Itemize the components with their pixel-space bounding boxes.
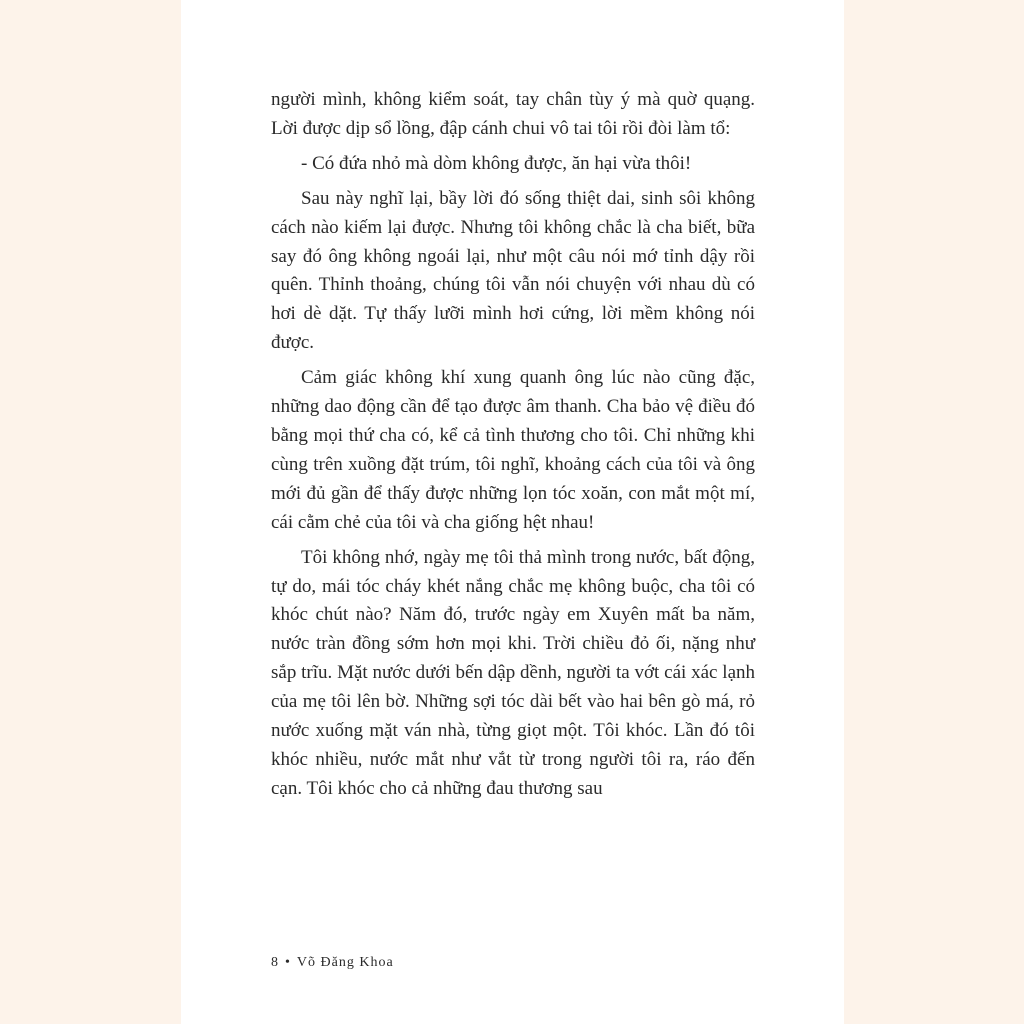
paragraph: Cảm giác không khí xung quanh ông lúc nào cũng đặc, những dao động cần để tạo được âm thanh. Cha bảo vệ điều đó bằng mọi thứ cha có, kể cả tình thương cho tôi. Chỉ những khi cùng trên xuồng đặt trúm, tôi nghĩ, khoảng cách của tôi và ông mới đủ gần để thấy được những lọn tóc xoăn, con mắt một mí, cái cằm chẻ của tôi và cha giống hệt nhau! <box>271 367 755 533</box>
paragraph: người mình, không kiểm soát, tay chân tùy ý mà quờ quạng. Lời được dịp sổ lồng, đập cánh chui vô tai tôi rồi đòi làm tổ: <box>271 89 755 139</box>
body-text <box>271 86 755 810</box>
author-name: Võ Đăng Khoa <box>296 955 394 970</box>
dialogue-line: - Có đứa nhỏ mà dòm không được, ăn hại vừa thôi! <box>301 152 692 174</box>
page-footer <box>271 955 394 971</box>
paragraph: Tôi không nhớ, ngày mẹ tôi thả mình trong nước, bất động, tự do, mái tóc cháy khét nắng chắc mẹ không buộc, cha tôi có khóc chút nào? Năm đó, trước ngày em Xuyên mất ba năm, nước tràn đồng sớm hơn mọi khi. Trời chiều đỏ ối, nặng như sắp trĩu. Mặt nước dưới bến dập dềnh, người ta vớt cái xác lạnh của mẹ tôi lên bờ. Những sợi tóc dài bết vào hai bên gò má, rỏ nước xuống mặt ván nhà, từng giọt một. Tôi khóc. Lần đó tôi khóc nhiều, nước mắt như vắt từ trong người tôi ra, ráo đến cạn. Tôi khóc cho cả những đau thương sau <box>271 546 755 799</box>
paragraph: Sau này nghĩ lại, bầy lời đó sống thiệt dai, sinh sôi không cách nào kiếm lại được. Nhưng tôi không chắc là cha biết, bữa say đó ông không ngoái lại, như một câu nói mớ tỉnh dậy rồi quên. Thỉnh thoảng, chúng tôi vẫn nói chuyện với nhau dù có hơi dè dặt. Tự thấy lưỡi mình hơi cứng, lời mềm không nói được. <box>271 187 755 354</box>
page-number: 8 <box>271 955 279 970</box>
book-page <box>181 0 844 1024</box>
footer-separator: • <box>285 955 291 970</box>
